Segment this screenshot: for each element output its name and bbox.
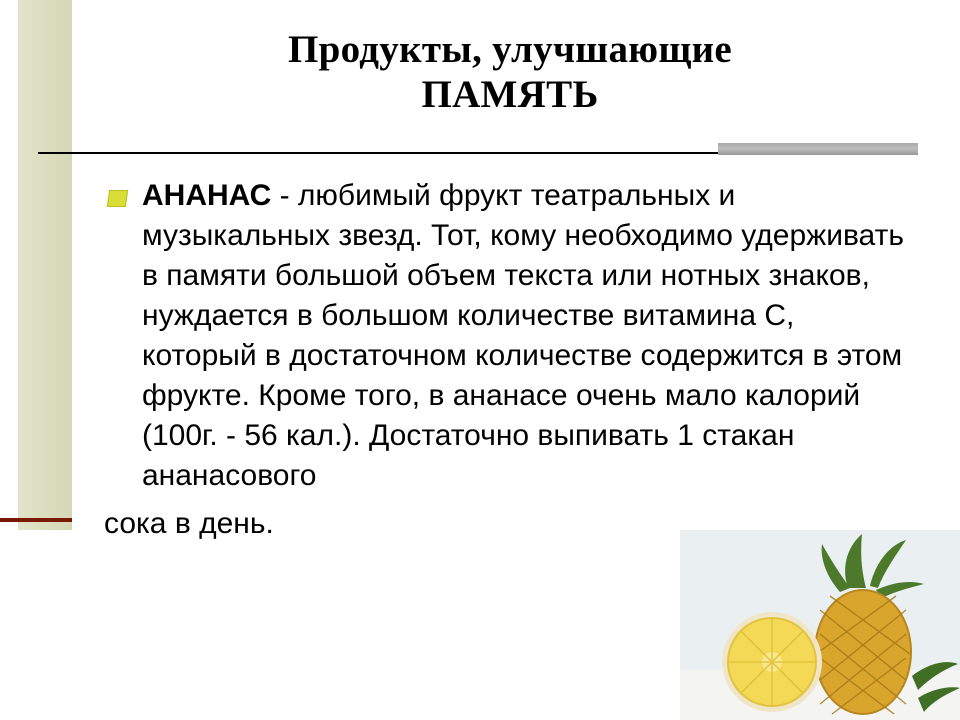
pineapple-photo	[680, 530, 960, 720]
slide-title-line-1: Продукты, улучшающие	[287, 28, 733, 71]
slide-title-line-2: ПАМЯТЬ	[421, 72, 599, 116]
bullet-paragraph	[142, 176, 904, 496]
pineapple-illustration	[680, 530, 960, 720]
left-band-accent-rule	[0, 518, 72, 522]
title-divider-rule	[38, 152, 718, 154]
bullet-body-text: - любимый фрукт театральных и музыкальных звезд. Тот, кому необходимо удерживать в памяти большой объем текста или нотных знаков, нуждается в большом количестве витамина С, который в достаточном количестве содержится в этом фрукте. Кроме того, в ананасе очень мало калорий (100г. - 56 кал.). Достаточно выпивать 1 стакан ананасового	[142, 179, 904, 492]
bullet-marker-icon	[107, 190, 128, 207]
bullet-list-item	[104, 176, 904, 496]
left-band-inner-strip	[0, 0, 18, 530]
bullet-tail-text: сока в день.	[104, 507, 274, 540]
left-decorative-band	[0, 0, 72, 530]
slide-body	[104, 176, 904, 544]
bullet-lead-term: АНАНАС	[142, 179, 272, 212]
slide-title	[90, 28, 930, 118]
title-divider-accent-bar	[718, 143, 918, 155]
